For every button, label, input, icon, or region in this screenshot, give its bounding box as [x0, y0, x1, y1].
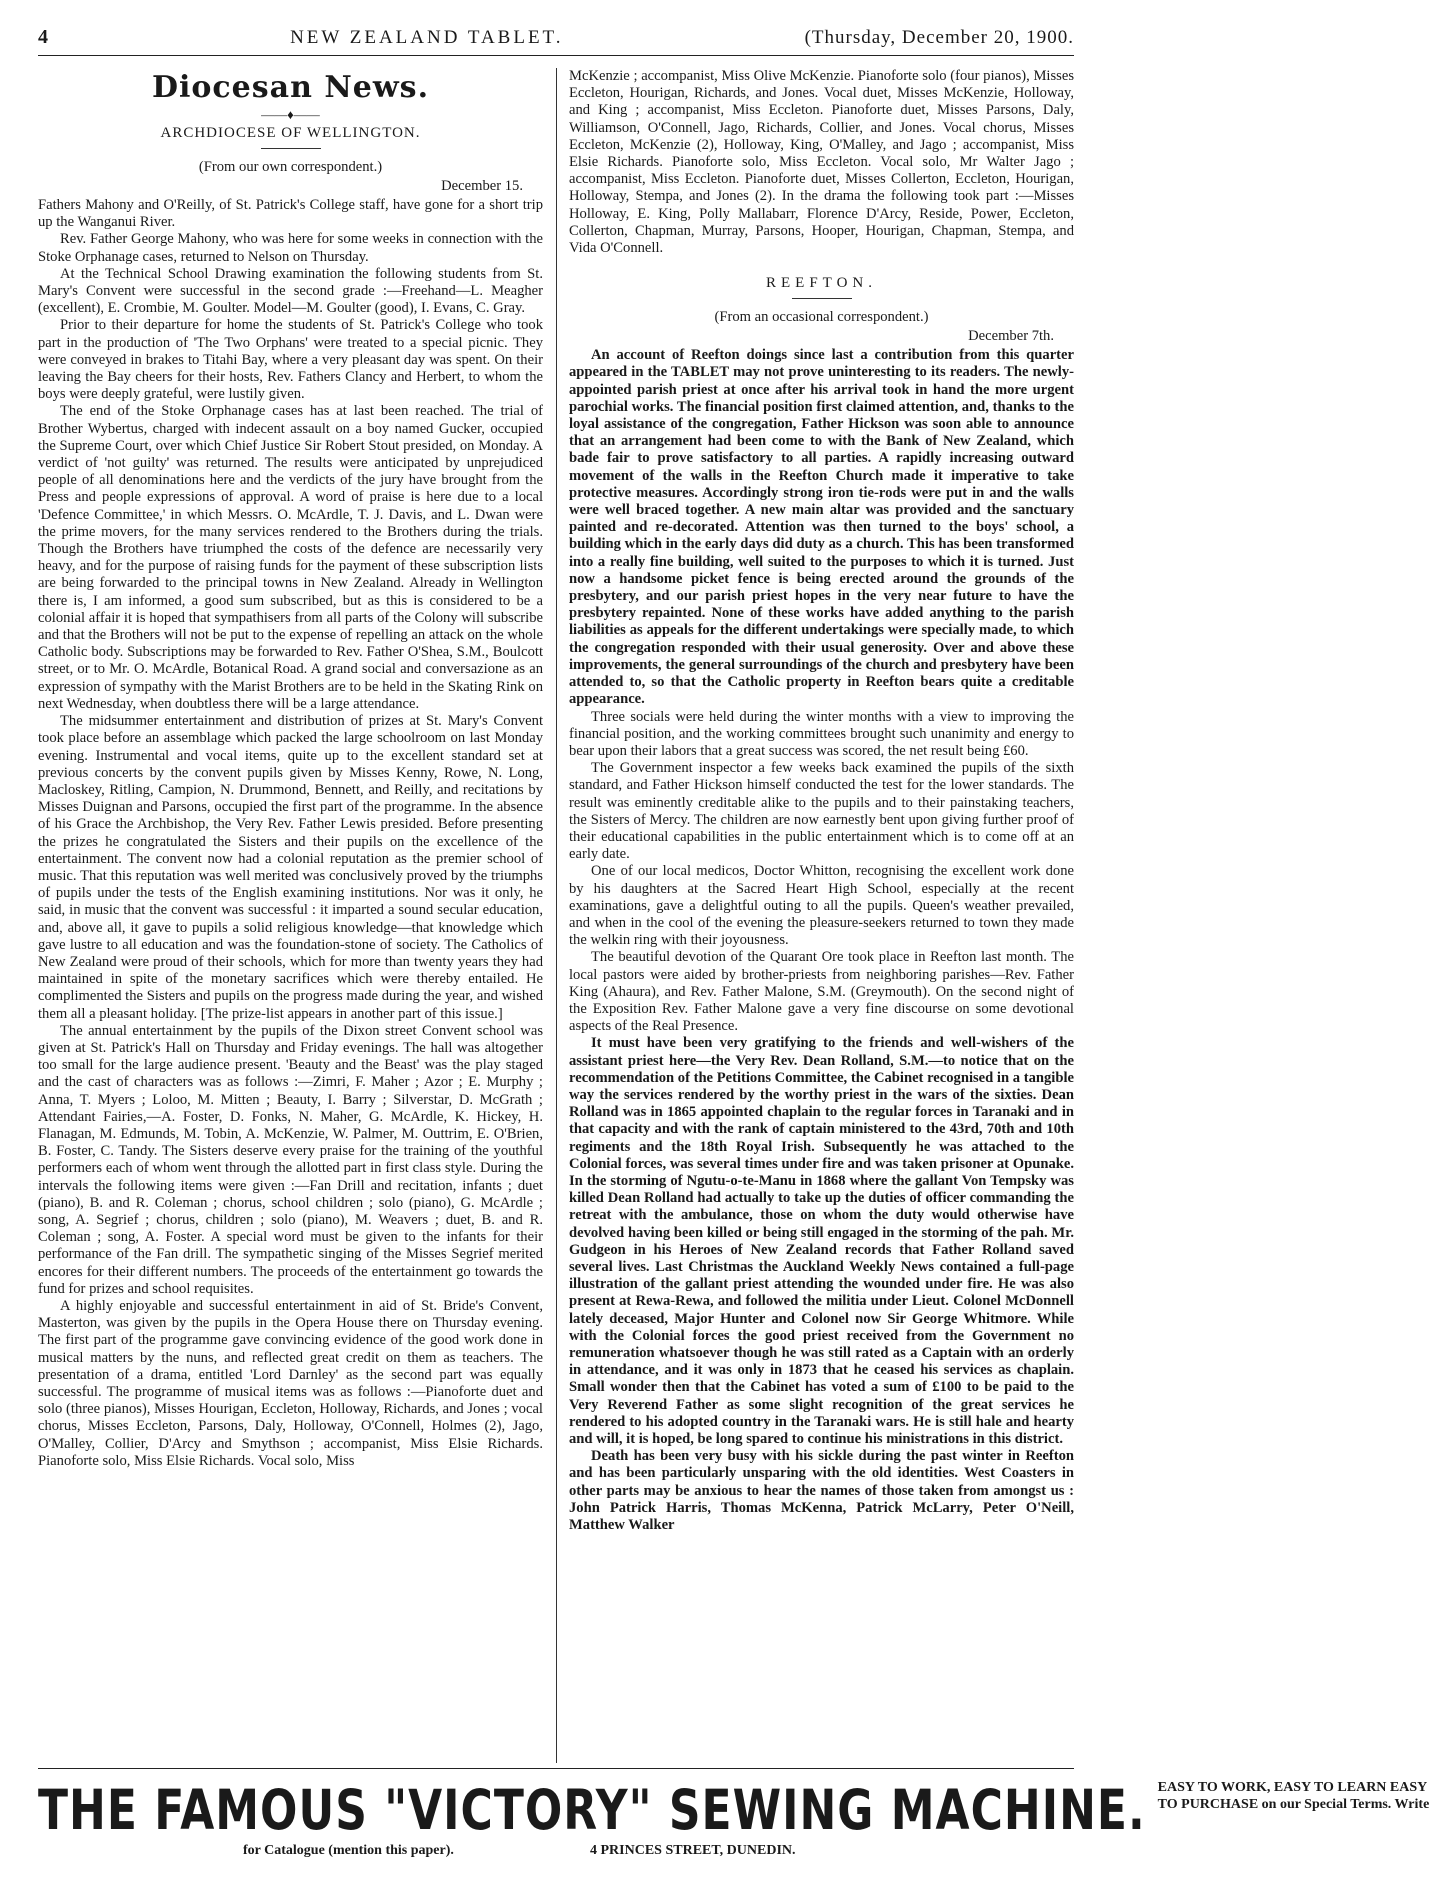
article-columns	[38, 68, 1074, 1763]
article-paragraph: Three socials were held during the winter months with a view to improving the financial position, and the working committees brought such unanimity and energy to bear upon their labors that a great success was scored, the net result being £60.	[569, 708, 1074, 759]
left-column	[38, 68, 556, 1763]
page-number: 4	[38, 26, 49, 48]
article-paragraph: Death has been very busy with his sickle during the past winter in Reefton and has been particularly unsparing with the old identities. West Coasters in other parts may be anxious to hear the names of those taken from amongst us : John Patrick Harris, Thomas McKenna, Patrick McLarry, Peter O'Neill, Matthew Walker	[569, 1448, 1074, 1534]
advert-line-1: EASY TO WORK, EASY TO LEARN EASY	[1157, 1780, 1428, 1795]
advert-address: 4 PRINCES STREET, DUNEDIN.	[590, 1843, 796, 1858]
article-paragraph: Prior to their departure for home the students of St. Patrick's College who took part in the production of 'The Two Orphans' were treated to a special picnic. They were conveyed in brakes to Titahi Bay, where a very pleasant day was spent. On their leaving the Bay cheers for their hosts, Rev. Fathers Clancy and Herbert, to whom the boys were deeply grateful, were lustily given.	[38, 317, 543, 403]
article-paragraph: The midsummer entertainment and distribution of prizes at St. Mary's Convent took place before an assemblage which packed the large schoolroom on last Monday evening. Instrumental and vocal items, quite up to the excellent standard set at previous concerts by the convent pupils given by Misses Kenny, Rowe, N. Long, Macloskey, Ritling, Campion, N. Drummond, Bennett, and Reilly, and recitations by Misses Duignan and Parsons, occupied the first part of the programme. In the absence of his Grace the Archbishop, the Very Rev. Father Lewis presided. Before presenting the prizes he congratulated the Sisters and their pupils on the excellence of the entertainment. The convent now had a colonial reputation as the premier school of music. That this reputation was well merited was conclusively proved by the triumphs of pupils under the tests of the English examining institutions. Nor was it only, he said, in music that the convent was successful : it imparted a sound secular education, and, above all, it gave to pupils a solid religious knowledge—that knowledge which gave lustre to all education and was the foundation-stone of society. The Catholics of New Zealand were proud of their schools, which for more than twenty years they had maintained in spite of the monetary sacrifices which were thereby entailed. He complimented the Sisters and pupils on the progress made during the year, and wished them all a pleasant holiday. [The prize-list appears in another part of this issue.]	[38, 713, 543, 1022]
short-rule	[261, 148, 321, 149]
article-paragraph: Fathers Mahony and O'Reilly, of St. Patrick's College staff, have gone for a short trip up the Wanganui River.	[38, 197, 543, 231]
short-rule	[792, 298, 852, 299]
publication-title: NEW ZEALAND TABLET.	[290, 27, 564, 48]
page-header	[38, 26, 1074, 49]
issue-date: (Thursday, December 20, 1900.	[804, 27, 1074, 48]
section-masthead: Diocesan News.	[151, 70, 430, 105]
correspondent-line: (From an occasional correspondent.)	[714, 309, 929, 326]
column-divider	[556, 68, 557, 1763]
lead-paragraph: An account of Reefton doings since last a contribution from this quarter appeared in the TABLET may not prove uninteresting to its readers. The newly-appointed parish priest at once after his arrival took in hand the more urgent parochial works. The financial position first claimed attention, and, thanks to the loyal assistance of the congregation, Father Hickson was soon able to announce that an arrangement had been come to with the Bank of New Zealand, which bade fair to prove satisfactory to all parties. A rapidly increasing outward movement of the walls in the Reefton Church made it imperative to take protective measures. Accordingly strong iron tie-rods were put in and the walls were well braced together. A new main altar was provided and the sanctuary painted and re-decorated. Attention was then turned to the boys' school, a building which in the early days did duty as a church. This has been transformed into a really fine building, well suited to the purposes to which it is turned. Just now a handsome picket fence is being erected around the grounds of the presbytery, and our parish priest hopes in the very near future to have the presbytery repainted. None of these works have added anything to the parish liabilities as appeals for the different undertakings were specially made, to which the congregation responded with their usual generosity. Over and above these improvements, the general surroundings of the church and presbytery have been attended to, so that the Catholic property in Reefton bears quite a creditable appearance.	[569, 347, 1074, 708]
article-paragraph: The annual entertainment by the pupils of the Dixon street Convent school was given at St. Patrick's Hall on Thursday and Friday evenings. The hall was altogether too small for the large audience present. 'Beauty and the Beast' was the play staged and the cast of characters was as follows :—Zimri, F. Maher ; Azor ; E. Murphy ; Anna, T. Myers ; Loloo, M. Mitten ; Beauty, I. Barry ; Silverstar, D. McGrath ; Attendant Fairies,—A. Foster, D. Fonks, N. Maher, G. McArdle, K. Hickey, H. Flanagan, M. Edmunds, M. Tobin, A. McKenzie, W. Palmer, M. Outtrim, E. O'Brien, B. Foster, C. Tandy. The Sisters deserve every praise for the training of the youthful performers each of whom went through the allotted part in first class style. During the intervals the following items were given :—Fan Drill and recitation, infants ; duet (piano), B. and R. Coleman ; chorus, school children ; solo (piano), G. McArdle ; song, A. Segrief ; chorus, children ; solo (piano), M. Weavers ; duet, B. and R. Coleman ; song, A. Foster. A special word must be given to the infants for their performance of the Fan drill. The sympathetic singing of the Misses Segrief merited encores for their different numbers. The proceeds of the entertainment go towards the fund for prizes and school requisites.	[38, 1022, 543, 1297]
header-rule	[38, 55, 1074, 56]
article-paragraph: The beautiful devotion of the Quarant Ore took place in Reefton last month. The local pastors were aided by brother-priests from neighboring parishes—Rev. Father King (Ahaura), and Rev. Father Malone, S.M. (Greymouth). On the second night of the Exposition Rev. Father Malone gave a very fine discourse on some devotional aspects of the Real Presence.	[569, 949, 1074, 1035]
reefton-heading: REEFTON.	[766, 275, 877, 292]
continuation-paragraph: McKenzie ; accompanist, Miss Olive McKenzie. Pianoforte solo (four pianos), Misses Eccleton, Hourigan, Richards, and Jones. Vocal duet, Misses McKenzie, Holloway, and King ; accompanist, Miss Eccleton. Pianoforte duet, Misses Parsons, Daly, Williamson, O'Connell, Jago, Richards, Collier, and Jones. Vocal chorus, Misses Eccleton, McKenzie (2), Holloway, King, O'Malley, and Jago ; accompanist, Miss Elsie Richards. Pianoforte solo, Miss Eccleton. Vocal solo, Mr Walter Jago ; accompanist, Miss Eccleton. Pianoforte duet, Misses Collerton, Eccleton, Hourigan, Holloway, Stempa, and Jones (2). In the drama the following took part :—Misses Holloway, E. King, Polly Mallabarr, Florence D'Arcy, Reside, Power, Eccleton, Collerton, Chapman, Murray, Parsons, Hooper, Hourigan, Chapman, Stempa, and Vida O'Connell.	[569, 68, 1074, 257]
right-column	[556, 68, 1074, 1763]
article-paragraph: At the Technical School Drawing examination the following students from St. Mary's Convent were successful in the second grade :—Freehand—L. Meagher (excellent), E. Crombie, M. Goulter. Model—M. Goulter (good), I. Evans, C. Gray.	[38, 265, 543, 317]
article-paragraph: The Government inspector a few weeks back examined the pupils of the sixth standard, and Father Hickson himself conducted the test for the lower standards. The result was eminently creditable alike to the pupils and to their painstaking teachers, the Sisters of Mercy. The children are now earnestly bent upon giving further proof of their educational capabilities in the public entertainment which is to come off at an early date.	[569, 760, 1074, 863]
article-paragraph: The end of the Stoke Orphanage cases has at last been reached. The trial of Brother Wybertus, charged with indecent assault on a boy named Gucker, occupied the Supreme Court, over which Chief Justice Sir Robert Stout presided, on Monday. A verdict of 'not guilty' was returned. The results were anticipated by unprejudiced people of all denominations here and the verdicts of the jury have brought from the Press and people expressions of approval. A word of praise is here due to a local 'Defence Committee,' in which Messrs. O. McArdle, T. J. Davis, and L. Dwan were the prime movers, for the many services rendered to the Brothers during the trials. Though the Brothers have triumphed the costs of the defence are necessarily very heavy, and for the purpose of raising funds for the payment of these subscription lists are being forwarded to the principal towns in New Zealand. Already in Wellington there is, I am informed, a good sum subscribed, but as this is considered to be a colonial affair it is hoped that sympathisers from all parts of the Colony will subscribe and that the Brothers will not be put to the expense of repelling an attack on the whole Catholic body. Subscriptions may be forwarded to Rev. Father O'Shea, S.M., Boulcott street, or to Mr. O. McArdle, Botanical Road. A grand social and conversazione as an expression of sympathy with the Marist Brothers are to be held in the Skating Rink on next Wednesday, when doubtless there will be a large attendance.	[38, 403, 543, 712]
advert-line-2: TO PURCHASE on our Special Terms. Write	[1157, 1797, 1429, 1812]
correspondent-line: (From our own correspondent.)	[198, 159, 383, 175]
dateline: December 7th.	[968, 328, 1054, 345]
advert-catalogue: for Catalogue (mention this paper).	[243, 1843, 454, 1858]
dateline: December 15.	[441, 178, 523, 194]
ornament-divider: ——♦——	[261, 107, 320, 122]
archdiocese-heading: ARCHDIOCESE OF WELLINGTON.	[160, 125, 421, 141]
article-paragraph: One of our local medicos, Doctor Whitton, recognising the excellent work done by his daughters at the Sacred Heart High School, especially at the recent examinations, gave a delightful outing to all the pupils. Queen's weather prevailed, and when in the cool of the evening the pleasure-seekers returned to town they made the welkin ring with their joyousness.	[569, 863, 1074, 949]
advertisement-banner	[38, 1768, 1429, 1869]
article-paragraph: It must have been very gratifying to the friends and well-wishers of the assistant priest here—the Very Rev. Dean Rolland, S.M.—to notice that on the recommendation of the Petitions Committee, the Cabinet recognised in a tangible way the services rendered by the worthy priest in the wars of the sixties. Dean Rolland was in 1865 appointed chaplain to the regular forces in Taranaki and in that capacity and with the rank of captain ministered to the 43rd, 70th and 10th regiments and the 18th Royal Irish. Subsequently he was attached to the Colonial forces, was several times under fire and was taken prisoner at Opunake. In the storming of Ngutu-o-te-Manu in 1868 where the gallant Von Tempsky was killed Dean Rolland had actually to take up the duties of officer commanding the retreat with the ambulance, those on whom the duty would otherwise have devolved having been killed or being still engaged in the storming of the pah. Mr. Gudgeon in his Heroes of New Zealand records that Father Rolland saved several lives. Last Christmas the Auckland Weekly News contained a full-page illustration of the gallant priest attending the wounded under fire. He was also present at Rewa-Rewa, and followed the militia under Lieut. Colonel McDonnell lately deceased, Major Hunter and Colonel now Sir George Whitmore. While with the Colonial forces the good priest received from the Government no remuneration whatsoever though he was still rated as a Captain with an orderly in attendance, and it was only in 1873 that he ceased his services as chaplain. Small wonder then that the Cabinet has voted a sum of £100 to be paid to the Very Reverend Father as some slight recognition of the great services he rendered to his adopted country in the Taranaki wars. He is still hale and hearty and will, it is hoped, be long spared to continue his ministrations in this district.	[569, 1035, 1074, 1448]
advert-headline: THE FAMOUS "VICTORY" SEWING MACHINE.	[38, 1779, 1146, 1843]
article-paragraph: Rev. Father George Mahony, who was here for some weeks in connection with the Stoke Orphanage cases, returned to Nelson on Thursday.	[38, 231, 543, 265]
advert-tagline	[1158, 1779, 1429, 1813]
article-paragraph: A highly enjoyable and successful entertainment in aid of St. Bride's Convent, Masterton, was given by the pupils in the Opera House there on Thursday evening. The first part of the programme gave convincing evidence of the good work done in musical matters by the nuns, and reflected great credit on them as teachers. The presentation of a drama, entitled 'Lord Darnley' as the second part was equally successful. The programme of musical items was as follows :—Pianoforte duet and solo (three pianos), Misses Hourigan, Eccleton, Holloway, Richards, and Jones ; vocal chorus, Misses Eccleton, Parsons, Daly, Holloway, O'Connell, Holmes (2), Jago, O'Malley, Collier, D'Arcy and Smythson ; accompanist, Miss Elsie Richards. Pianoforte solo, Miss Elsie Richards. Vocal solo, Miss	[38, 1298, 543, 1469]
